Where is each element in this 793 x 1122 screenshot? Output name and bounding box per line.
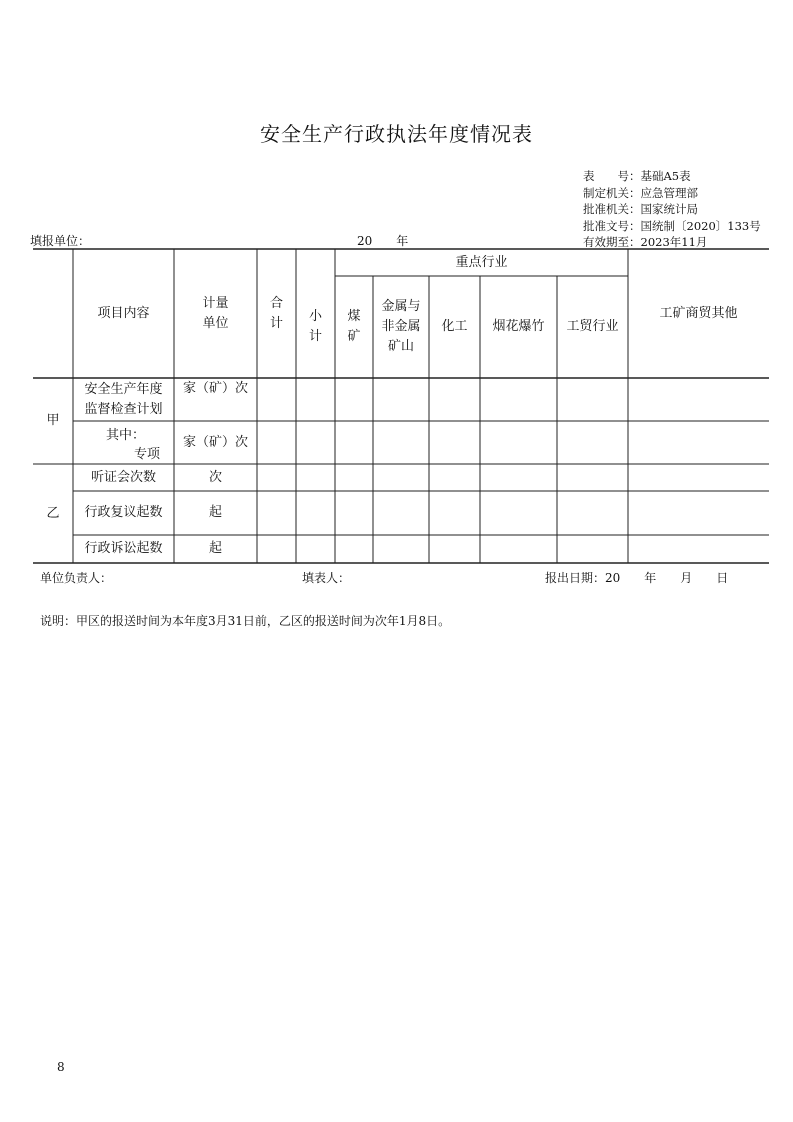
row1-line2: 监督检查计划 — [84, 401, 163, 417]
header-item: 项目内容 — [97, 305, 150, 321]
section-jia: 甲 — [46, 413, 60, 428]
footer-filler: 填表人： — [302, 571, 351, 585]
row2-unit: 家（矿）次 — [182, 434, 248, 450]
header-unit — [174, 249, 257, 378]
header-key-industry: 重点行业 — [455, 254, 508, 270]
header-coal-line1: 煤 — [347, 309, 361, 324]
row-admin-litigation: 行政诉讼起数 — [84, 541, 163, 556]
row2-line1: 其中： — [106, 428, 146, 443]
row-admin-reconsideration: 行政复议起数 — [84, 505, 163, 520]
footer-report-date: 报出日期：20 年 月 日 — [545, 571, 729, 585]
header-total-line1: 合 — [269, 295, 283, 311]
row-annual-inspection-plan — [73, 378, 174, 421]
header-unit-line1: 计量 — [202, 295, 229, 311]
header-metal-line3: 矿山 — [387, 339, 414, 354]
meta-valid-until: 有效期至：2023年11月 — [583, 235, 708, 249]
page-title: 安全生产行政执法年度情况表 — [260, 122, 533, 146]
year-suffix: 年 — [396, 234, 409, 248]
header-trade: 工贸行业 — [566, 319, 619, 334]
header-total-line2: 计 — [269, 315, 283, 331]
header-metal-line1: 金属与 — [381, 299, 421, 314]
meta-issuing-authority: 制定机关：应急管理部 — [583, 185, 698, 200]
meta-approving-authority: 批准机关：国家统计局 — [583, 202, 698, 216]
row1-line1: 安全生产年度 — [84, 381, 163, 397]
explanatory-note: 说明：甲区的报送时间为本年度3月31日前，乙区的报送时间为次年1月8日。 — [40, 614, 451, 628]
header-chemical: 化工 — [441, 319, 468, 334]
row1-unit: 家（矿）次 — [182, 381, 248, 396]
row3-unit: 次 — [208, 469, 222, 485]
year-prefix: 20 — [357, 234, 373, 248]
header-metal-mines — [373, 276, 429, 378]
header-coal-line2: 矿 — [347, 329, 361, 344]
section-yi: 乙 — [46, 505, 60, 521]
header-subtotal — [296, 276, 335, 378]
header-fireworks: 烟花爆竹 — [492, 319, 545, 334]
meta-form-number: 表 号：基础A5表 — [583, 169, 691, 183]
row-hearings: 听证会次数 — [90, 469, 156, 485]
header-subtotal-line2: 计 — [308, 329, 322, 344]
row5-unit: 起 — [208, 541, 222, 556]
header-subtotal-line1: 小 — [308, 309, 322, 324]
header-metal-line2: 非金属 — [381, 319, 421, 334]
row2-line2: 专项 — [134, 447, 161, 462]
header-coal — [335, 276, 373, 378]
header-unit-line2: 单位 — [202, 315, 229, 331]
header-other: 工矿商贸其他 — [659, 305, 738, 321]
footer-principal: 单位负责人： — [40, 571, 113, 585]
page-number: 8 — [57, 1060, 65, 1074]
header-total — [257, 249, 296, 378]
meta-approval-number: 批准文号：国统制〔2020〕133号 — [583, 218, 761, 233]
fill-unit-label: 填报单位： — [30, 234, 91, 248]
row4-unit: 起 — [208, 505, 222, 520]
